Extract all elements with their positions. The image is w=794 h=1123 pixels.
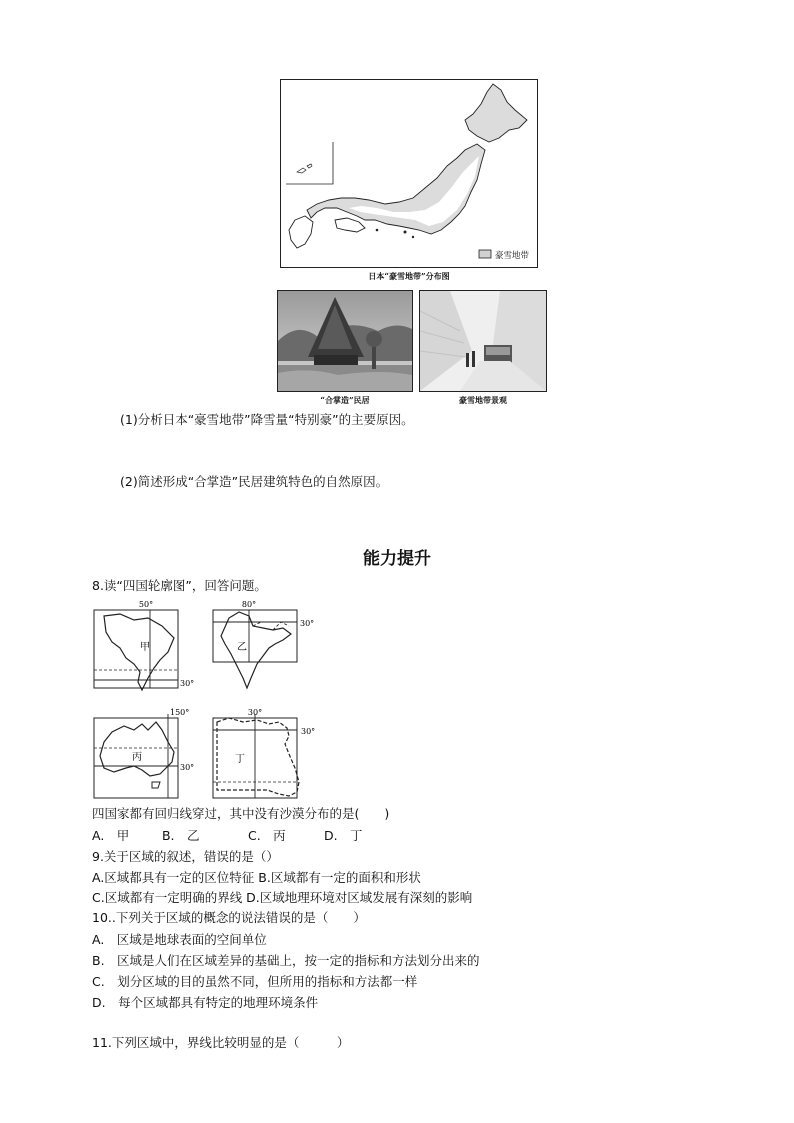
q8-option-d[interactable]: D. 丁 xyxy=(323,828,363,843)
q8-prompt: 8.读“四国轮廓图”，回答问题。 xyxy=(92,578,267,593)
map-jia xyxy=(90,598,198,694)
map-ding xyxy=(209,706,319,802)
map-jia-label: 甲 xyxy=(140,642,150,653)
map-jia-lat: 30° xyxy=(180,679,195,688)
q10-option-a[interactable]: A. 区域是地球表面的空间单位 xyxy=(92,932,267,947)
map-bing-lat: 30° xyxy=(180,763,195,772)
map-ding-lon: 30° xyxy=(247,708,263,717)
q9-stem: 9.关于区域的叙述，错误的是（） xyxy=(92,849,279,864)
map-yi-lat: 30° xyxy=(300,619,315,628)
snow-corridor-photo xyxy=(419,290,547,392)
map-yi xyxy=(209,598,319,694)
map-yi-label: 乙 xyxy=(237,642,247,653)
map-bing-label: 丙 xyxy=(132,752,142,763)
q11-stem: 11.下列区域中，界线比较明显的是（ ） xyxy=(92,1035,350,1050)
map-jia-lon: 50° xyxy=(138,600,154,609)
gassho-house-photo xyxy=(277,290,413,392)
subquestion-2: (2)简述形成“合掌造”民居建筑特色的自然原因。 xyxy=(120,474,389,489)
q9-options-line2[interactable]: C.区域都有一定明确的界线 D.区域地理环境对区域发展有深刻的影响 xyxy=(92,890,473,905)
q9-options-line1[interactable]: A.区域都具有一定的区位特征 B.区域都有一定的面积和形状 xyxy=(92,870,421,885)
map-bing xyxy=(90,706,200,802)
q10-option-b[interactable]: B. 区域是人们在区域差异的基础上，按一定的指标和方法划分出来的 xyxy=(92,953,480,968)
q10-option-d[interactable]: D. 每个区域都具有特定的地理环境条件 xyxy=(92,995,319,1010)
japan-map-outline xyxy=(281,80,537,267)
legend-label: 豪雪地带 xyxy=(495,251,530,261)
q8-option-c[interactable]: C. 丙 xyxy=(247,828,286,843)
q10-option-c[interactable]: C. 划分区域的目的虽然不同，但所用的指标和方法都一样 xyxy=(92,974,418,989)
photo-left-caption: “合掌造”民居 xyxy=(320,395,370,405)
map-ding-label: 丁 xyxy=(235,754,245,765)
photo-right-caption: 豪雪地带景观 xyxy=(459,395,507,405)
subquestion-1: (1)分析日本“豪雪地带”降雪量“特别豪”的主要原因。 xyxy=(120,412,414,427)
map-yi-lon: 80° xyxy=(241,600,257,609)
map-ding-lat: 30° xyxy=(301,727,316,736)
japan-map-caption: 日本“豪雪地带”分布图 xyxy=(368,271,450,281)
q8-options xyxy=(92,828,363,844)
japan-snow-map xyxy=(280,79,538,268)
q8-option-a[interactable]: A. 甲 xyxy=(92,828,130,843)
legend-swatch xyxy=(479,250,491,258)
map-bing-lon: 150° xyxy=(170,708,190,717)
q8-option-b[interactable]: B. 乙 xyxy=(161,828,200,843)
section-title: 能力提升 xyxy=(363,549,431,569)
q8-stem: 四国家都有回归线穿过，其中没有沙漠分布的是( ) xyxy=(92,806,390,821)
q10-stem: 10..下列关于区域的概念的说法错误的是（ ） xyxy=(92,910,366,925)
